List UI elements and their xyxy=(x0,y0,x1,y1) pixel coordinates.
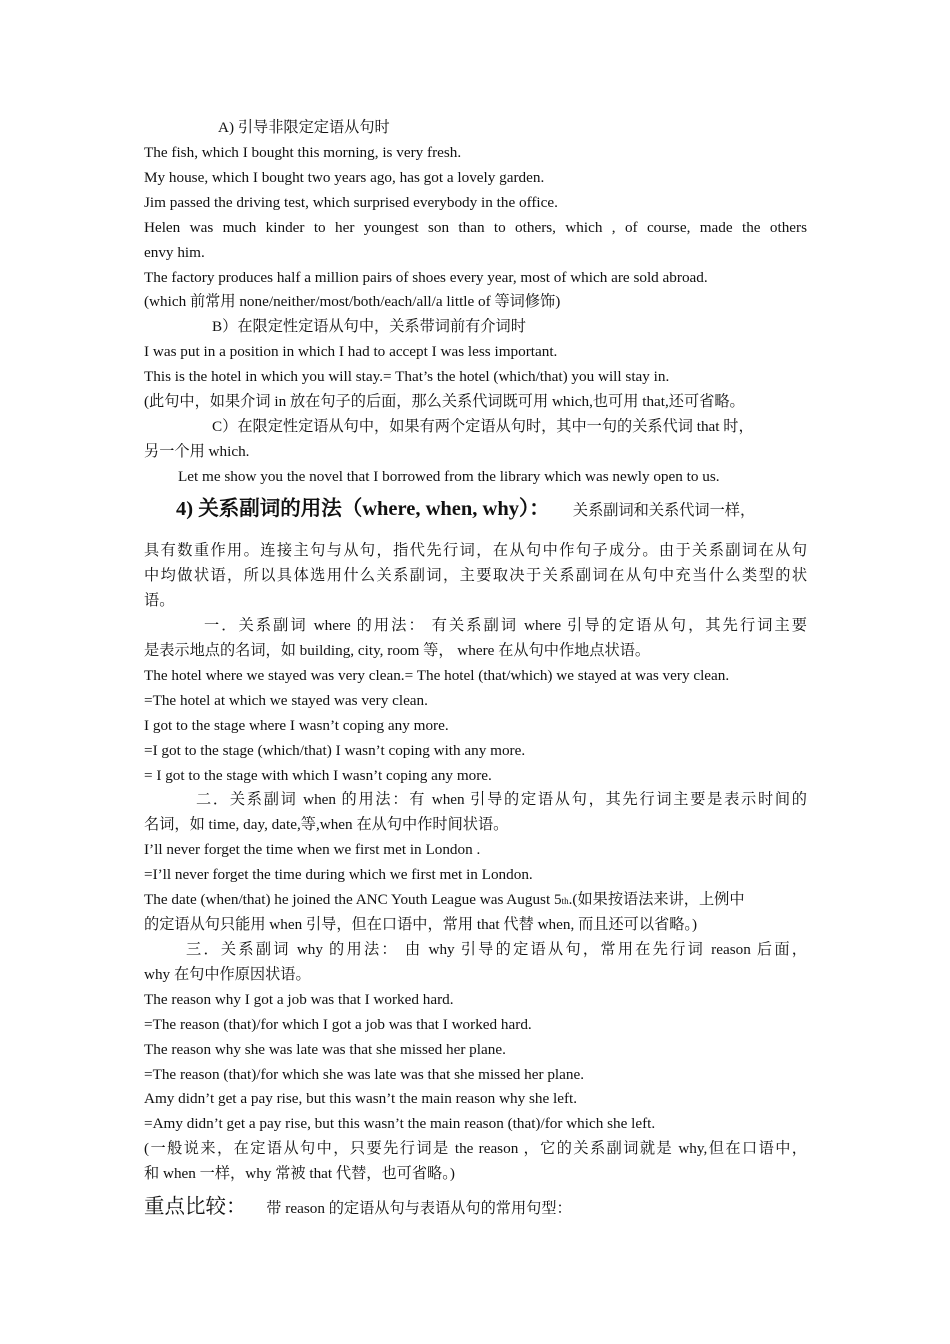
example-line: I got to the stage where I wasn’t coping any more. xyxy=(144,717,449,734)
example-line: envy him. xyxy=(144,244,205,261)
body-line: 中均做状语，所以具体选用什么关系副词，主要取决于关系副词在从句中充当什么类型的状 xyxy=(144,567,807,584)
example-line: Helen was much kinder to her youngest son than to others, which , of course, made the others xyxy=(144,219,807,236)
example-line: Jim passed the driving test, which surprised everybody in the office. xyxy=(144,194,558,211)
example-line: This is the hotel in which you will stay.= That’s the hotel (which/that) you will stay in. xyxy=(144,368,670,385)
note-line: 的定语从句只能用 when 引导，但在口语中，常用 that 代替 when, 而且还可以省略。) xyxy=(144,916,698,933)
example-line: I’ll never forget the time when we first met in London . xyxy=(144,841,481,858)
body-line: 语。 xyxy=(144,592,175,609)
subheading-b: B）在限定性定语从句中，关系带词前有介词时 xyxy=(212,318,526,335)
example-line: The factory produces half a million pairs of shoes every year, most of which are sold abroad. xyxy=(144,269,708,286)
example-line: =I got to the stage (which/that) I wasn’t coping with any more. xyxy=(144,742,526,759)
example-text: The date (when/that) he joined the ANC Youth League was August 5 xyxy=(144,891,562,908)
example-line: =I’ll never forget the time during which we first met in London. xyxy=(144,866,533,883)
section-heading-title: 4) 关系副词的用法（where, when, why）： xyxy=(176,498,550,520)
note-line: (which 前常用 none/neither/most/both/each/all/a little of 等词修饰) xyxy=(144,293,561,310)
body-line: 另一个用 which. xyxy=(144,443,250,460)
example-line: My house, which I bought two years ago, has got a lovely garden. xyxy=(144,169,545,186)
comparison-title: 重点比较： xyxy=(144,1196,247,1218)
section-heading-intro: 关系副词和关系代词一样， xyxy=(572,502,756,519)
note-line: (此句中，如果介词 in 放在句子的后面，那么关系代词既可用 which,也可用 that,还可省略。 xyxy=(144,393,745,410)
body-line: why 在句中作原因状语。 xyxy=(144,966,311,983)
comparison-heading xyxy=(144,1194,807,1222)
note-line: (一般说来，在定语从句中，只要先行词是 the reason ，它的关系副词就是 why,但在口语中， xyxy=(144,1140,807,1157)
note-line: 和 when 一样，why 常被 that 代替，也可省略。) xyxy=(144,1165,455,1182)
example-line xyxy=(144,890,807,911)
example-line: =The hotel at which we stayed was very clean. xyxy=(144,692,428,709)
example-note: .(如果按语法来讲，上例中 xyxy=(568,891,745,908)
body-line: 是表示地点的名词，如 building, city, room 等， where 在从句中作地点状语。 xyxy=(144,642,651,659)
section-heading-4 xyxy=(176,496,807,524)
subheading-a: A) 引导非限定定语从句时 xyxy=(218,119,390,136)
body-line: 具有数重作用。连接主句与从句，指代先行词，在从句中作句子成分。由于关系副词在从句 xyxy=(144,542,807,559)
example-line: =The reason (that)/for which I got a job was that I worked hard. xyxy=(144,1016,532,1033)
subheading-where: 一．关系副词 where 的用法： 有关系副词 where 引导的定语从句，其先行词主要 xyxy=(204,617,807,634)
example-line: Let me show you the novel that I borrowed from the library which was newly open to us. xyxy=(178,468,720,485)
example-line: The reason why I got a job was that I worked hard. xyxy=(144,991,454,1008)
example-line: The fish, which I bought this morning, is very fresh. xyxy=(144,144,462,161)
subheading-why: 三．关系副词 why 的用法： 由 why 引导的定语从句，常用在先行词 reason 后面， xyxy=(186,941,807,958)
example-line: = I got to the stage with which I wasn’t coping any more. xyxy=(144,767,492,784)
example-line: I was put in a position in which I had to accept I was less important. xyxy=(144,343,558,360)
comparison-intro: 带 reason 的定语从句与表语从句的常用句型： xyxy=(266,1200,572,1217)
example-line: The hotel where we stayed was very clean.= The hotel (that/which) we stayed at was very clean. xyxy=(144,667,730,684)
subheading-c: C）在限定性定语从句中，如果有两个定语从句时，其中一句的关系代词 that 时， xyxy=(212,418,754,435)
example-line: Amy didn’t get a pay rise, but this wasn’t the main reason why she left. xyxy=(144,1090,578,1107)
body-line: 名词，如 time, day, date,等,when 在从句中作时间状语。 xyxy=(144,816,509,833)
example-line: The reason why she was late was that she missed her plane. xyxy=(144,1041,506,1058)
ordinal-suffix: th xyxy=(561,896,569,906)
example-line: =Amy didn’t get a pay rise, but this wasn’t the main reason (that)/for which she left. xyxy=(144,1115,656,1132)
subheading-when: 二．关系副词 when 的用法：有 when 引导的定语从句，其先行词主要是表示时间的 xyxy=(196,791,807,808)
example-line: =The reason (that)/for which she was late was that she missed her plane. xyxy=(144,1066,584,1083)
